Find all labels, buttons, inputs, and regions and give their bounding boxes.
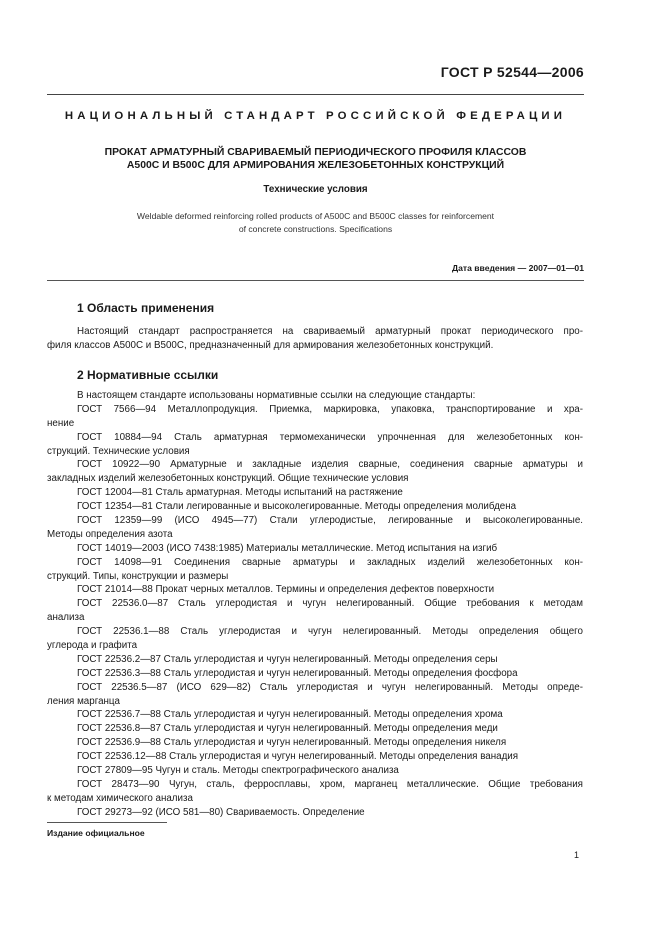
reference-line: ГОСТ 22536.9—88 Сталь углеродистая и чугун нелегированный. Методы определения никеля (77, 737, 507, 749)
reference-line: ГОСТ 7566—94 Металлопродукция. Приемка, маркировка, упаковка, транспортирование и хра- (77, 403, 583, 415)
national-standard-banner: НАЦИОНАЛЬНЫЙ СТАНДАРТ РОССИЙСКОЙ ФЕДЕРАЦИИ (64, 110, 567, 122)
reference-line: ГОСТ 14098—91 Соединения сварные арматуры и закладных изделий железобетонных кон- (77, 556, 583, 568)
reference-line: В настоящем стандарте использованы нормативные ссылки на следующие стандарты: (77, 390, 476, 401)
reference-line: ГОСТ 22536.5—87 (ИСО 629—82) Сталь углеродистая и чугун нелегированный. Методы опреде- (77, 681, 583, 693)
reference-line: углерода и графита (47, 640, 138, 652)
reference-line: ГОСТ 10922—90 Арматурные и закладные изделия сварные, соединения сварные арматуры и (77, 459, 583, 471)
reference-line: струкций. Технические условия (47, 445, 190, 457)
reference-line: ГОСТ 10884—94 Сталь арматурная термомеханически упрочненная для железобетонных кон- (77, 431, 583, 443)
reference-line: ГОСТ 22536.8—87 Сталь углеродистая и чугун нелегированный. Методы определения меди (77, 723, 498, 735)
reference-line: анализа (47, 612, 85, 624)
reference-line: ления марганца (47, 695, 120, 707)
title-line: ПРОКАТ АРМАТУРНЫЙ СВАРИВАЕМЫЙ ПЕРИОДИЧЕСКОГО ПРОФИЛЯ КЛАССОВ (104, 147, 527, 158)
document-subtitle: Технические условия (263, 184, 368, 195)
document-code: ГОСТ Р 52544—2006 (440, 64, 584, 80)
reference-line: ГОСТ 12004—81 Сталь арматурная. Методы испытаний на растяжение (77, 487, 403, 499)
reference-line: к методам химического анализа (47, 792, 193, 804)
references-list (47, 389, 583, 820)
reference-line: ГОСТ 12359—99 (ИСО 4945—77) Стали углеродистые, легированные и высоколегированные. (77, 515, 583, 527)
reference-line: ГОСТ 22536.3—88 Сталь углеродистая и чугун нелегированный. Методы определения фосфора (77, 667, 518, 679)
reference-line: закладных изделий железобетонных конструкций. Общие технические условия (47, 473, 409, 485)
reference-line: ГОСТ 29273—92 (ИСО 581—80) Свариваемость. Определение (77, 806, 365, 818)
paragraph-line: Настоящий стандарт распространяется на свариваемый арматурный прокат периодического про- (77, 326, 583, 337)
date-rule (47, 280, 584, 281)
section-heading-references: 2 Нормативные ссылки (77, 368, 219, 382)
reference-line: ГОСТ 27809—95 Чугун и сталь. Методы спектрографического анализа (77, 765, 399, 777)
reference-line: ГОСТ 12354—81 Стали легированные и высоколегированные. Методы определения молибдена (77, 501, 517, 513)
reference-line: ГОСТ 21014—88 Прокат черных металлов. Термины и определения дефектов поверхности (77, 584, 495, 596)
introduction-date: Дата введения — 2007—01—01 (451, 263, 584, 273)
reference-line: ГОСТ 22536.7—88 Сталь углеродистая и чугун нелегированный. Методы определения хрома (77, 709, 503, 721)
official-edition-label: Издание официальное (47, 828, 145, 838)
reference-line: нение (47, 417, 75, 429)
english-title (47, 210, 584, 236)
reference-line: ГОСТ 22536.0—87 Сталь углеродистая и чугун нелегированный. Общие требования к методам (77, 598, 583, 610)
reference-line: струкций. Типы, конструкции и размеры (47, 570, 229, 582)
reference-line: ГОСТ 28473—90 Чугун, сталь, ферросплавы, хром, марганец металлические. Общие требования (77, 778, 583, 790)
scope-paragraph (47, 324, 583, 352)
reference-line: ГОСТ 22536.12—88 Сталь углеродистая и чугун нелегированный. Методы определения ванадия (77, 751, 519, 763)
reference-line: Методы определения азота (47, 528, 173, 540)
reference-line: ГОСТ 22536.2—87 Сталь углеродистая и чугун нелегированный. Методы определения серы (77, 653, 498, 665)
english-title-line: of concrete constructions. Specifications (238, 224, 393, 234)
page-number: 1 (573, 850, 579, 860)
reference-line: ГОСТ 14019—2003 (ИСО 7438:1985) Материалы металлические. Метод испытания на изгиб (77, 542, 498, 554)
footer-rule (47, 822, 167, 823)
title-line: А500С И В500С ДЛЯ АРМИРОВАНИЯ ЖЕЛЕЗОБЕТОННЫХ КОНСТРУКЦИЙ (126, 160, 505, 171)
header-rule (47, 94, 584, 95)
english-title-line: Weldable deformed reinforcing rolled products of A500C and B500C classes for reinforcement (136, 211, 495, 221)
section-heading-scope: 1 Область применения (77, 301, 215, 315)
paragraph-line: филя классов А500С и В500С, предназначенный для армирования железобетонных конструкций. (47, 339, 494, 351)
reference-line: ГОСТ 22536.1—88 Сталь углеродистая и чугун нелегированный. Методы определения общего (77, 626, 583, 638)
document-title (47, 146, 584, 172)
